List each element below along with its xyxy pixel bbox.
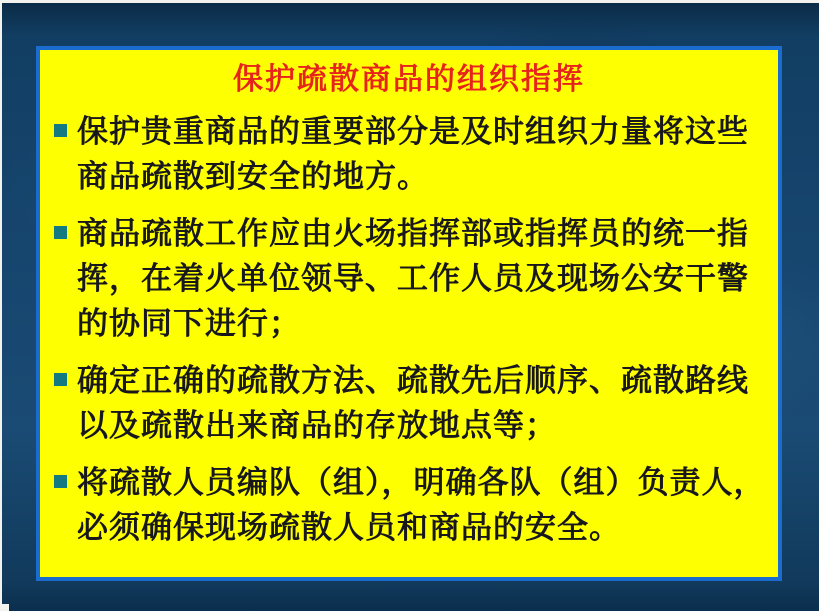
bullet-line: 商品疏散工作应由火场指挥部或指挥员的统一指 — [77, 216, 749, 251]
bullet-line: 挥，在着火单位领导、工作人员及现场公安干警 — [77, 261, 749, 296]
bullet-text — [77, 211, 749, 346]
bullet-line: 的协同下进行； — [77, 306, 301, 341]
bullet-text — [77, 460, 766, 550]
bullet-line: 确定正确的疏散方法、疏散先后顺序、疏散路线 — [77, 363, 749, 398]
bullet-item — [52, 358, 766, 448]
bullet-square-icon — [54, 373, 67, 386]
bullet-list — [52, 109, 766, 550]
page-edge-corner — [0, 604, 9, 611]
bullet-line: 保护贵重商品的重要部分是及时组织力量将这些 — [77, 114, 749, 149]
bullet-item — [52, 109, 766, 199]
bullet-item — [52, 460, 766, 550]
bullet-line: 以及疏散出来商品的存放地点等； — [77, 408, 557, 443]
bullet-line: 必须确保现场疏散人员和商品的安全。 — [77, 510, 621, 545]
bullet-square-icon — [54, 124, 67, 137]
bullet-text — [77, 109, 749, 199]
bullet-item — [52, 211, 766, 346]
content-box — [36, 46, 782, 581]
bullet-square-icon — [54, 226, 67, 239]
bullet-text — [77, 358, 749, 448]
bullet-line: 商品疏散到安全的地方。 — [77, 159, 429, 194]
bullet-square-icon — [54, 475, 67, 488]
slide-title: 保护疏散商品的组织指挥 — [233, 63, 585, 96]
bullet-line: 将疏散人员编队（组），明确各队（组）负责人， — [77, 465, 766, 500]
page-edge-top — [0, 0, 819, 3]
page-edge-left — [0, 0, 2, 611]
